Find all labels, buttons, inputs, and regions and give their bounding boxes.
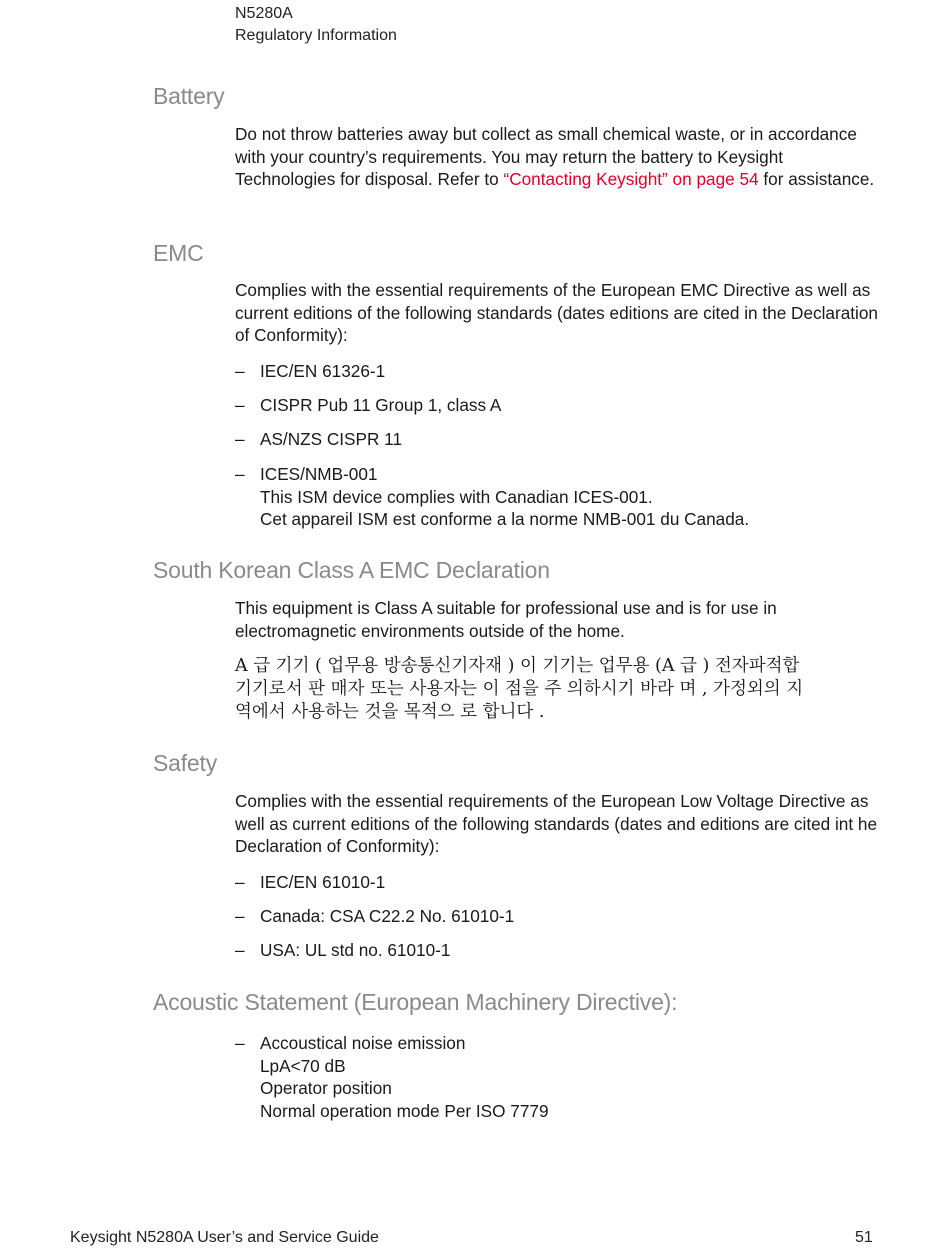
- korean-text-line: 기기로서 판 매자 또는 사용자는 이 점을 주 의하시기 바라 며 , 가정외의 지: [235, 679, 804, 699]
- korean-text-line: A 급 기기 ( 업무용 방송통신기자재 ) 이 기기는 업무용 (A 급 ) 전자파적합: [235, 656, 800, 676]
- emc-item-line: IEC/EN 61326-1: [260, 361, 386, 381]
- footer-page-number: 51: [855, 1229, 873, 1246]
- korean-english-text: This equipment is Class A suitable for professional use and is for use in electromagnetic environments outside of the home.: [235, 598, 777, 641]
- battery-text-2: for assistance.: [758, 169, 875, 189]
- bullet-dash: –: [235, 906, 245, 926]
- battery-paragraph: [235, 123, 880, 191]
- bullet-dash: –: [235, 940, 245, 960]
- bullet-dash: –: [235, 361, 245, 381]
- emc-item-line: Cet appareil ISM est conforme a la norme NMB-001 du Canada.: [260, 509, 750, 529]
- emc-item-line: ICES/NMB-001: [260, 464, 378, 484]
- safety-heading: Safety: [153, 750, 218, 776]
- bullet-dash: –: [235, 395, 245, 415]
- footer-guide-title: Keysight N5280A User’s and Service Guide: [70, 1229, 379, 1246]
- bullet-dash: –: [235, 429, 245, 449]
- acoustic-item-line: Operator position: [260, 1078, 392, 1098]
- acoustic-heading: Acoustic Statement (European Machinery Directive):: [153, 989, 678, 1015]
- safety-intro: Complies with the essential requirements of the European Low Voltage Directive as well as current editions of the following standards (dates and editions are cited int he Declaration of Conformity):: [235, 791, 878, 856]
- korean-heading: South Korean Class A EMC Declaration: [153, 557, 550, 583]
- battery-heading: Battery: [153, 83, 225, 109]
- acoustic-item-line: Normal operation mode Per ISO 7779: [260, 1100, 549, 1121]
- safety-item-line: Canada: CSA C22.2 No. 61010-1: [260, 906, 515, 926]
- bullet-dash: –: [235, 872, 245, 892]
- header-section: Regulatory Information: [235, 27, 397, 44]
- safety-item-line: USA: UL std no. 61010-1: [260, 940, 451, 960]
- header-model: N5280A: [235, 5, 293, 22]
- korean-text: [235, 655, 880, 724]
- bullet-dash: –: [235, 464, 245, 484]
- safety-item-line: IEC/EN 61010-1: [260, 872, 386, 892]
- acoustic-item-line: Accoustical noise emission: [260, 1033, 466, 1053]
- bullet-dash: –: [235, 1033, 245, 1053]
- contacting-keysight-link[interactable]: “Contacting Keysight” on page 54: [503, 169, 759, 189]
- emc-item-line: CISPR Pub 11 Group 1, class A: [260, 395, 502, 415]
- battery-text-1: Do not throw batteries away but collect as small chemical waste, or in accordance with your country’s requirements. You may return the battery to Keysight Technologies for disposal. Refer to: [235, 124, 857, 189]
- emc-item-line: This ISM device complies with Canadian ICES-001.: [260, 486, 653, 507]
- acoustic-item-line: LpA<70 dB: [260, 1055, 346, 1076]
- emc-heading: EMC: [153, 240, 204, 266]
- emc-item-line: AS/NZS CISPR 11: [260, 429, 402, 449]
- emc-intro: Complies with the essential requirements of the European EMC Directive as well as current editions of the following standards (dates editions are cited in the Declaration of Conformity):: [235, 280, 878, 345]
- korean-text-line: 역에서 사용하는 것을 목적으 로 합니다 .: [235, 702, 545, 722]
